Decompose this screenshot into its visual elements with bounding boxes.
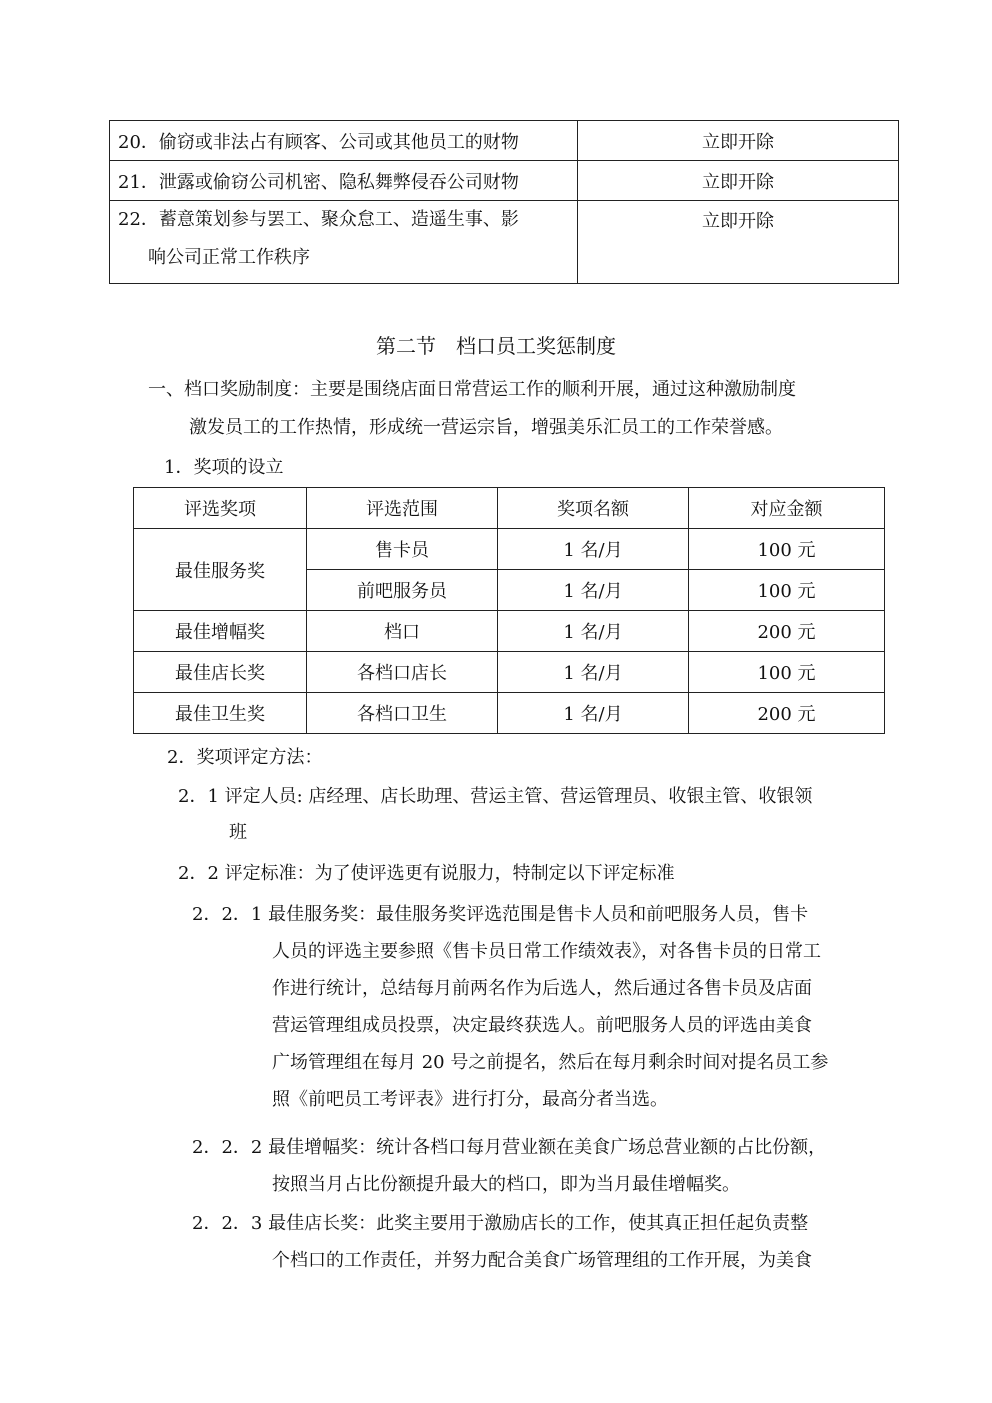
table-row — [110, 201, 899, 284]
award-scope: 各档口卫生 — [307, 693, 498, 734]
violation-item: 20．偷窃或非法占有顾客、公司或其他员工的财物 — [110, 121, 578, 161]
header-cell: 对应金额 — [689, 488, 885, 529]
s221-line-6: 照《前吧员工考评表》进行打分，最高分者当选。 — [272, 1089, 668, 1110]
award-amount: 200 元 — [689, 693, 885, 734]
award-quota: 1 名/月 — [498, 611, 689, 652]
violation-item — [110, 201, 578, 284]
award-name: 最佳增幅奖 — [134, 611, 307, 652]
s221-line-1: 2．2．1 最佳服务奖：最佳服务奖评选范围是售卡人员和前吧服务人员，售卡 — [192, 904, 809, 925]
intro-line-1: 一、档口奖励制度：主要是围绕店面日常营运工作的顺利开展，通过这种激励制度 — [148, 379, 796, 400]
award-scope: 售卡员 — [307, 529, 498, 570]
s222-line-2: 按照当月占比份额提升最大的档口，即为当月最佳增幅奖。 — [272, 1174, 740, 1195]
award-scope: 前吧服务员 — [307, 570, 498, 611]
award-scope: 档口 — [307, 611, 498, 652]
violation-penalty: 立即开除 — [578, 121, 899, 161]
table-row — [134, 652, 885, 693]
table-row — [134, 693, 885, 734]
header-cell: 奖项名额 — [498, 488, 689, 529]
table-row — [134, 611, 885, 652]
table-row — [134, 529, 885, 570]
award-name: 最佳店长奖 — [134, 652, 307, 693]
s222-line-1: 2．2．2 最佳增幅奖：统计各档口每月营业额在美食广场总营业额的占比份额， — [192, 1137, 827, 1158]
s221-line-3: 作进行统计，总结每月前两名作为后选人，然后通过各售卡员及店面 — [272, 978, 812, 999]
violation-item-line2: 响公司正常工作秩序 — [148, 247, 310, 268]
award-amount: 100 元 — [689, 652, 885, 693]
award-amount: 200 元 — [689, 611, 885, 652]
violation-penalty: 立即开除 — [578, 161, 899, 201]
award-quota: 1 名/月 — [498, 652, 689, 693]
award-quota: 1 名/月 — [498, 693, 689, 734]
award-quota: 1 名/月 — [498, 570, 689, 611]
award-amount: 100 元 — [689, 529, 885, 570]
table-row — [110, 161, 899, 201]
s223-line-2: 个档口的工作责任，并努力配合美食广场管理组的工作开展，为美食 — [272, 1250, 812, 1271]
intro-line-2: 激发员工的工作热情，形成统一营运宗旨，增强美乐汇员工的工作荣誉感。 — [189, 417, 783, 438]
s221-line-5: 广场管理组在每月 20 号之前提名，然后在每月剩余时间对提名员工参 — [272, 1052, 829, 1073]
violation-penalty: 立即开除 — [578, 201, 899, 284]
header-cell: 评选范围 — [307, 488, 498, 529]
award-quota: 1 名/月 — [498, 529, 689, 570]
violation-item: 21．泄露或偷窃公司机密、隐私舞弊侵吞公司财物 — [110, 161, 578, 201]
table-header-row — [134, 488, 885, 529]
award-name: 最佳服务奖 — [134, 529, 307, 611]
violation-item-line1: 22．蓄意策划参与罢工、聚众怠工、造遥生事、影 — [118, 209, 519, 230]
award-name: 最佳卫生奖 — [134, 693, 307, 734]
s221-line-4: 营运管理组成员投票，决定最终获选人。前吧服务人员的评选由美食 — [272, 1015, 812, 1036]
s221-line-2: 人员的评选主要参照《售卡员日常工作绩效表》，对各售卡员的日常工 — [272, 941, 821, 962]
s223-line-1: 2．2．3 最佳店长奖：此奖主要用于激励店长的工作，使其真正担任起负责整 — [192, 1213, 809, 1234]
s21-line-1: 2．1 评定人员: 店经理、店长助理、营运主管、营运管理员、收银主管、收银领 — [178, 786, 813, 807]
table-row — [110, 121, 899, 161]
s22-line-1: 2．2 评定标准：为了使评选更有说服力，特制定以下评定标准 — [178, 863, 675, 884]
sub1-heading: 1．奖项的设立 — [164, 457, 284, 478]
section-title: 第二节 档口员工奖惩制度 — [376, 334, 616, 358]
sub2-heading: 2．奖项评定方法： — [167, 747, 323, 768]
violations-table — [109, 120, 899, 284]
award-scope: 各档口店长 — [307, 652, 498, 693]
s21-line-2: 班 — [229, 822, 247, 843]
awards-table — [133, 487, 885, 734]
header-cell: 评选奖项 — [134, 488, 307, 529]
award-amount: 100 元 — [689, 570, 885, 611]
